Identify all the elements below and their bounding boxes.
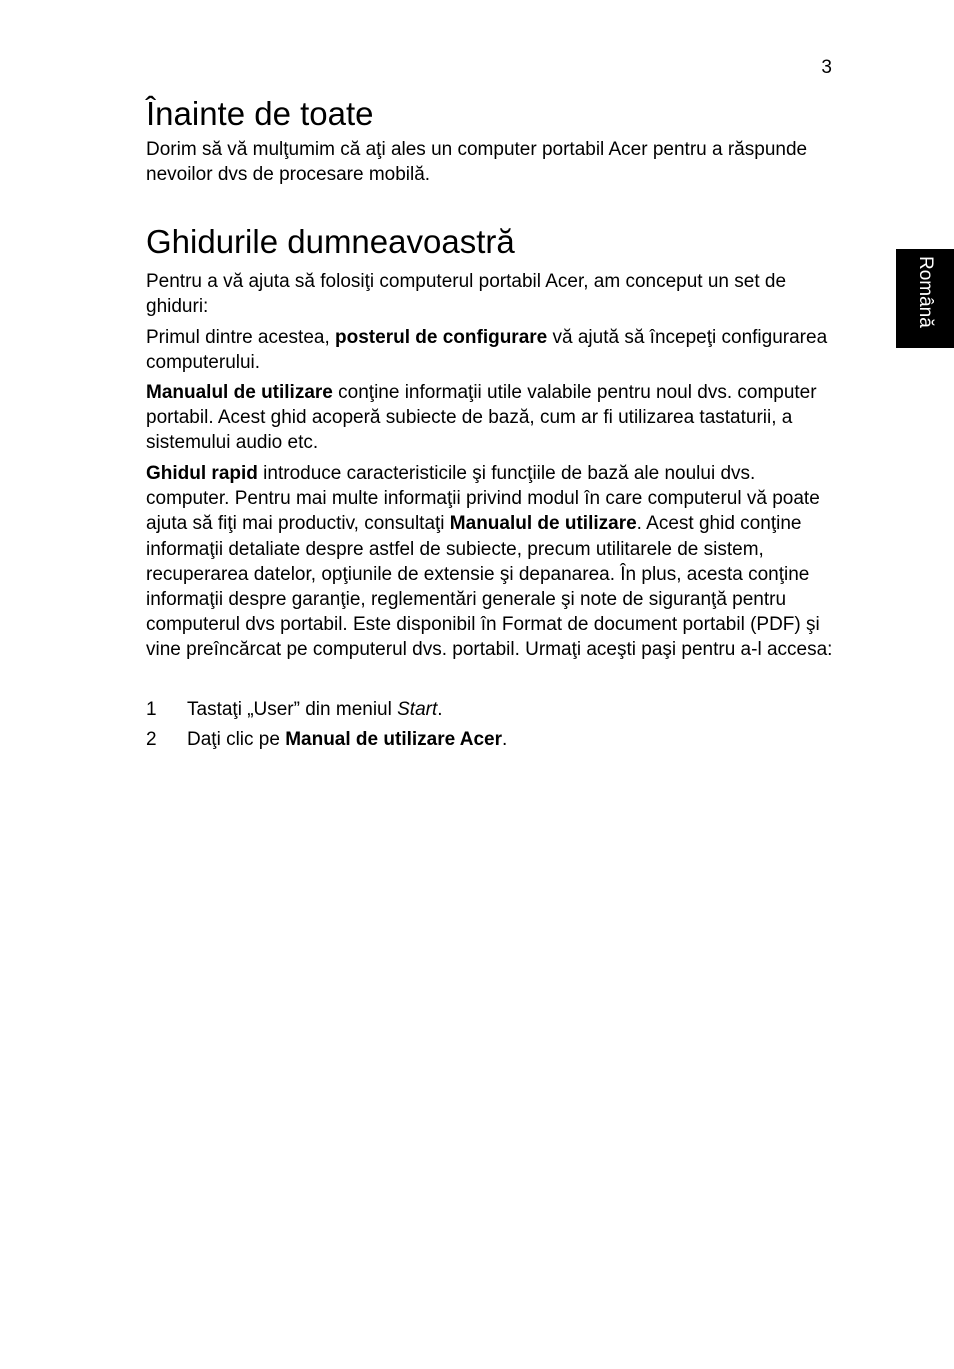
section-title-first-steps: Înainte de toate — [146, 95, 374, 132]
quick-guide-text-1: introduce caracteristicile şi funcţiile de bază ale noului dvs. computer. Pentru mai multe informaţii privind modul în care computerul vă poate ajuta să fiţi mai productiv, consultaţi — [146, 463, 820, 535]
quick-guide-bold: Ghidul rapid — [146, 463, 258, 484]
page-number: 3 — [821, 57, 832, 78]
setup-poster-paragraph — [146, 325, 836, 375]
step-text-after: . — [437, 699, 443, 720]
quick-guide-manual-bold: Manualul de utilizare — [449, 513, 637, 535]
setup-poster-text-after: vă ajută să începeţi configurarea computerului. — [146, 327, 828, 374]
guides-intro-paragraph: Pentru a vă ajuta să folosiţi computerul portabil Acer, am conceput un set de ghiduri: — [146, 271, 787, 318]
quick-guide-text-2: . Acest ghid conţine informaţii detaliate despre astfel de subiecte, precum utilitarele de sistem, recuperarea datelor, opţiunile de extensie şi depanarea. În plus, acesta conţine informaţii despre garanţie, reglementări generale şi note de siguranţă pentru computerul dvs portabil. Este disponibil în Format de document portabil (PDF) şi vine preîncărcat pe computerul dvs. portabil. Urmaţi aceşti paşi pentru a-l accesa: — [146, 513, 833, 661]
setup-poster-text-before: Primul dintre acestea, — [146, 327, 336, 348]
step-text-before: Daţi clic pe — [187, 729, 286, 750]
step-number: 2 — [146, 729, 157, 750]
step-text-after: . — [502, 729, 508, 750]
language-tab-label: Română — [915, 256, 936, 328]
step-text — [187, 727, 507, 752]
user-manual-bold: Manualul de utilizare — [146, 382, 333, 403]
step-text-before: Tastaţi „User” din meniul — [187, 699, 398, 720]
step-manual-bold: Manual de utilizare Acer — [285, 729, 503, 750]
thank-you-paragraph: Dorim să vă mulţumim că aţi ales un computer portabil Acer pentru a răspunde nevoilor dvs de procesare mobilă. — [146, 139, 808, 186]
language-tab — [896, 249, 954, 348]
step-number: 1 — [146, 699, 157, 720]
quick-guide-paragraph — [146, 461, 836, 663]
step-text — [187, 697, 443, 722]
section-title-your-guides: Ghidurile dumneavoastră — [146, 223, 515, 260]
user-manual-paragraph — [146, 380, 836, 456]
step-start-italic: Start — [397, 699, 438, 720]
setup-poster-bold: posterul de configurare — [335, 327, 548, 348]
user-manual-text: conţine informaţii utile valabile pentru noul dvs. computer portabil. Acest ghid acoperă subiecte de bază, cum ar fi utilizarea tastaturii, a sistemului audio etc. — [146, 382, 817, 454]
